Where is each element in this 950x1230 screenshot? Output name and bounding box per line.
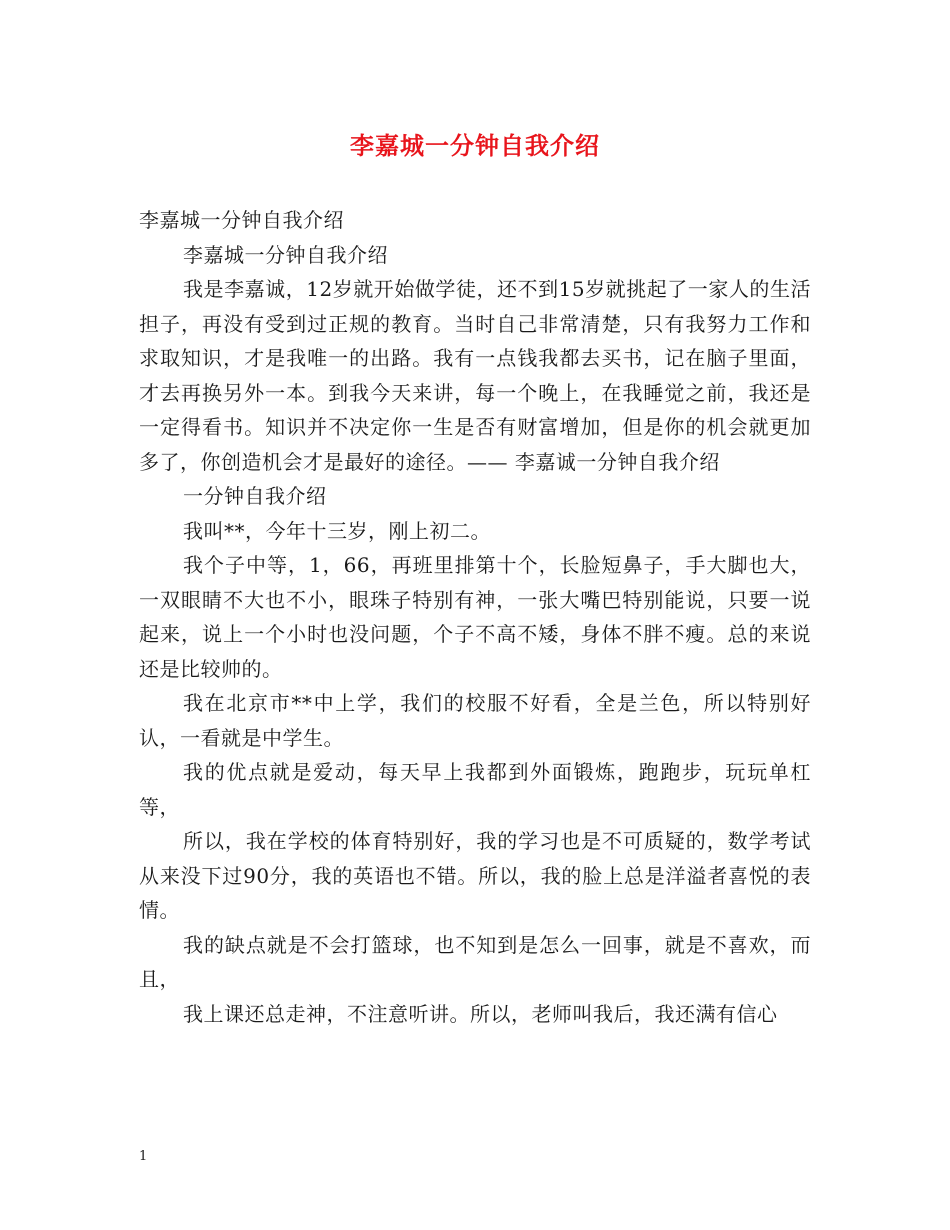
paragraph: 我的优点就是爱动，每天早上我都到外面锻炼，跑跑步，玩玩单杠等， [139,760,811,819]
paragraph: 我的缺点就是不会打篮球，也不知到是怎么一回事，就是不喜欢，而且， [139,932,811,991]
paragraph: 我个子中等，1，66，再班里排第十个，长脸短鼻子，手大脚也大，一双眼睛不大也不小，眼珠子特别有神，一张大嘴巴特别能说，只要一说起来，说上一个小时也没问题，个子不高不矮，身体不胖不瘦。总的来说还是比较帅的。 [139,553,811,681]
paragraph: 李嘉城一分钟自我介绍 [183,242,388,267]
paragraph: 李嘉城一分钟自我介绍 [139,208,344,232]
page-number: 1 [139,1149,148,1164]
paragraph: 我叫**，今年十三岁，刚上初二。 [183,518,491,543]
paragraph: 我上课还总走神，不注意听讲。所以，老师叫我后，我还满有信心 [183,1001,778,1026]
document-body [139,203,811,1031]
paragraph: 我在北京市**中上学，我们的校服不好看，全是兰色，所以特别好认，一看就是中学生。 [139,691,811,750]
document-title: 李嘉城一分钟自我介绍 [350,131,600,160]
paragraph: 一分钟自我介绍 [183,484,327,508]
paragraph: 所以，我在学校的体育特别好，我的学习也是不可质疑的，数学考试从来没下过90分，我的英语也不错。所以，我的脸上总是洋溢者喜悦的表情。 [139,829,811,922]
paragraph: 我是李嘉诚，12岁就开始做学徒，还不到15岁就挑起了一家人的生活担子，再没有受到过正规的教育。当时自己非常清楚，只有我努力工作和求取知识，才是我唯一的出路。我有一点钱我都去买书，记在脑子里面，才去再换另外一本。到我今天来讲，每一个晚上，在我睡觉之前，我还是一定得看书。知识并不决定你一生是否有财富增加，但是你的机会就更加多了，你创造机会才是最好的途径。—— 李嘉诚一分钟自我介绍 [139,277,811,474]
